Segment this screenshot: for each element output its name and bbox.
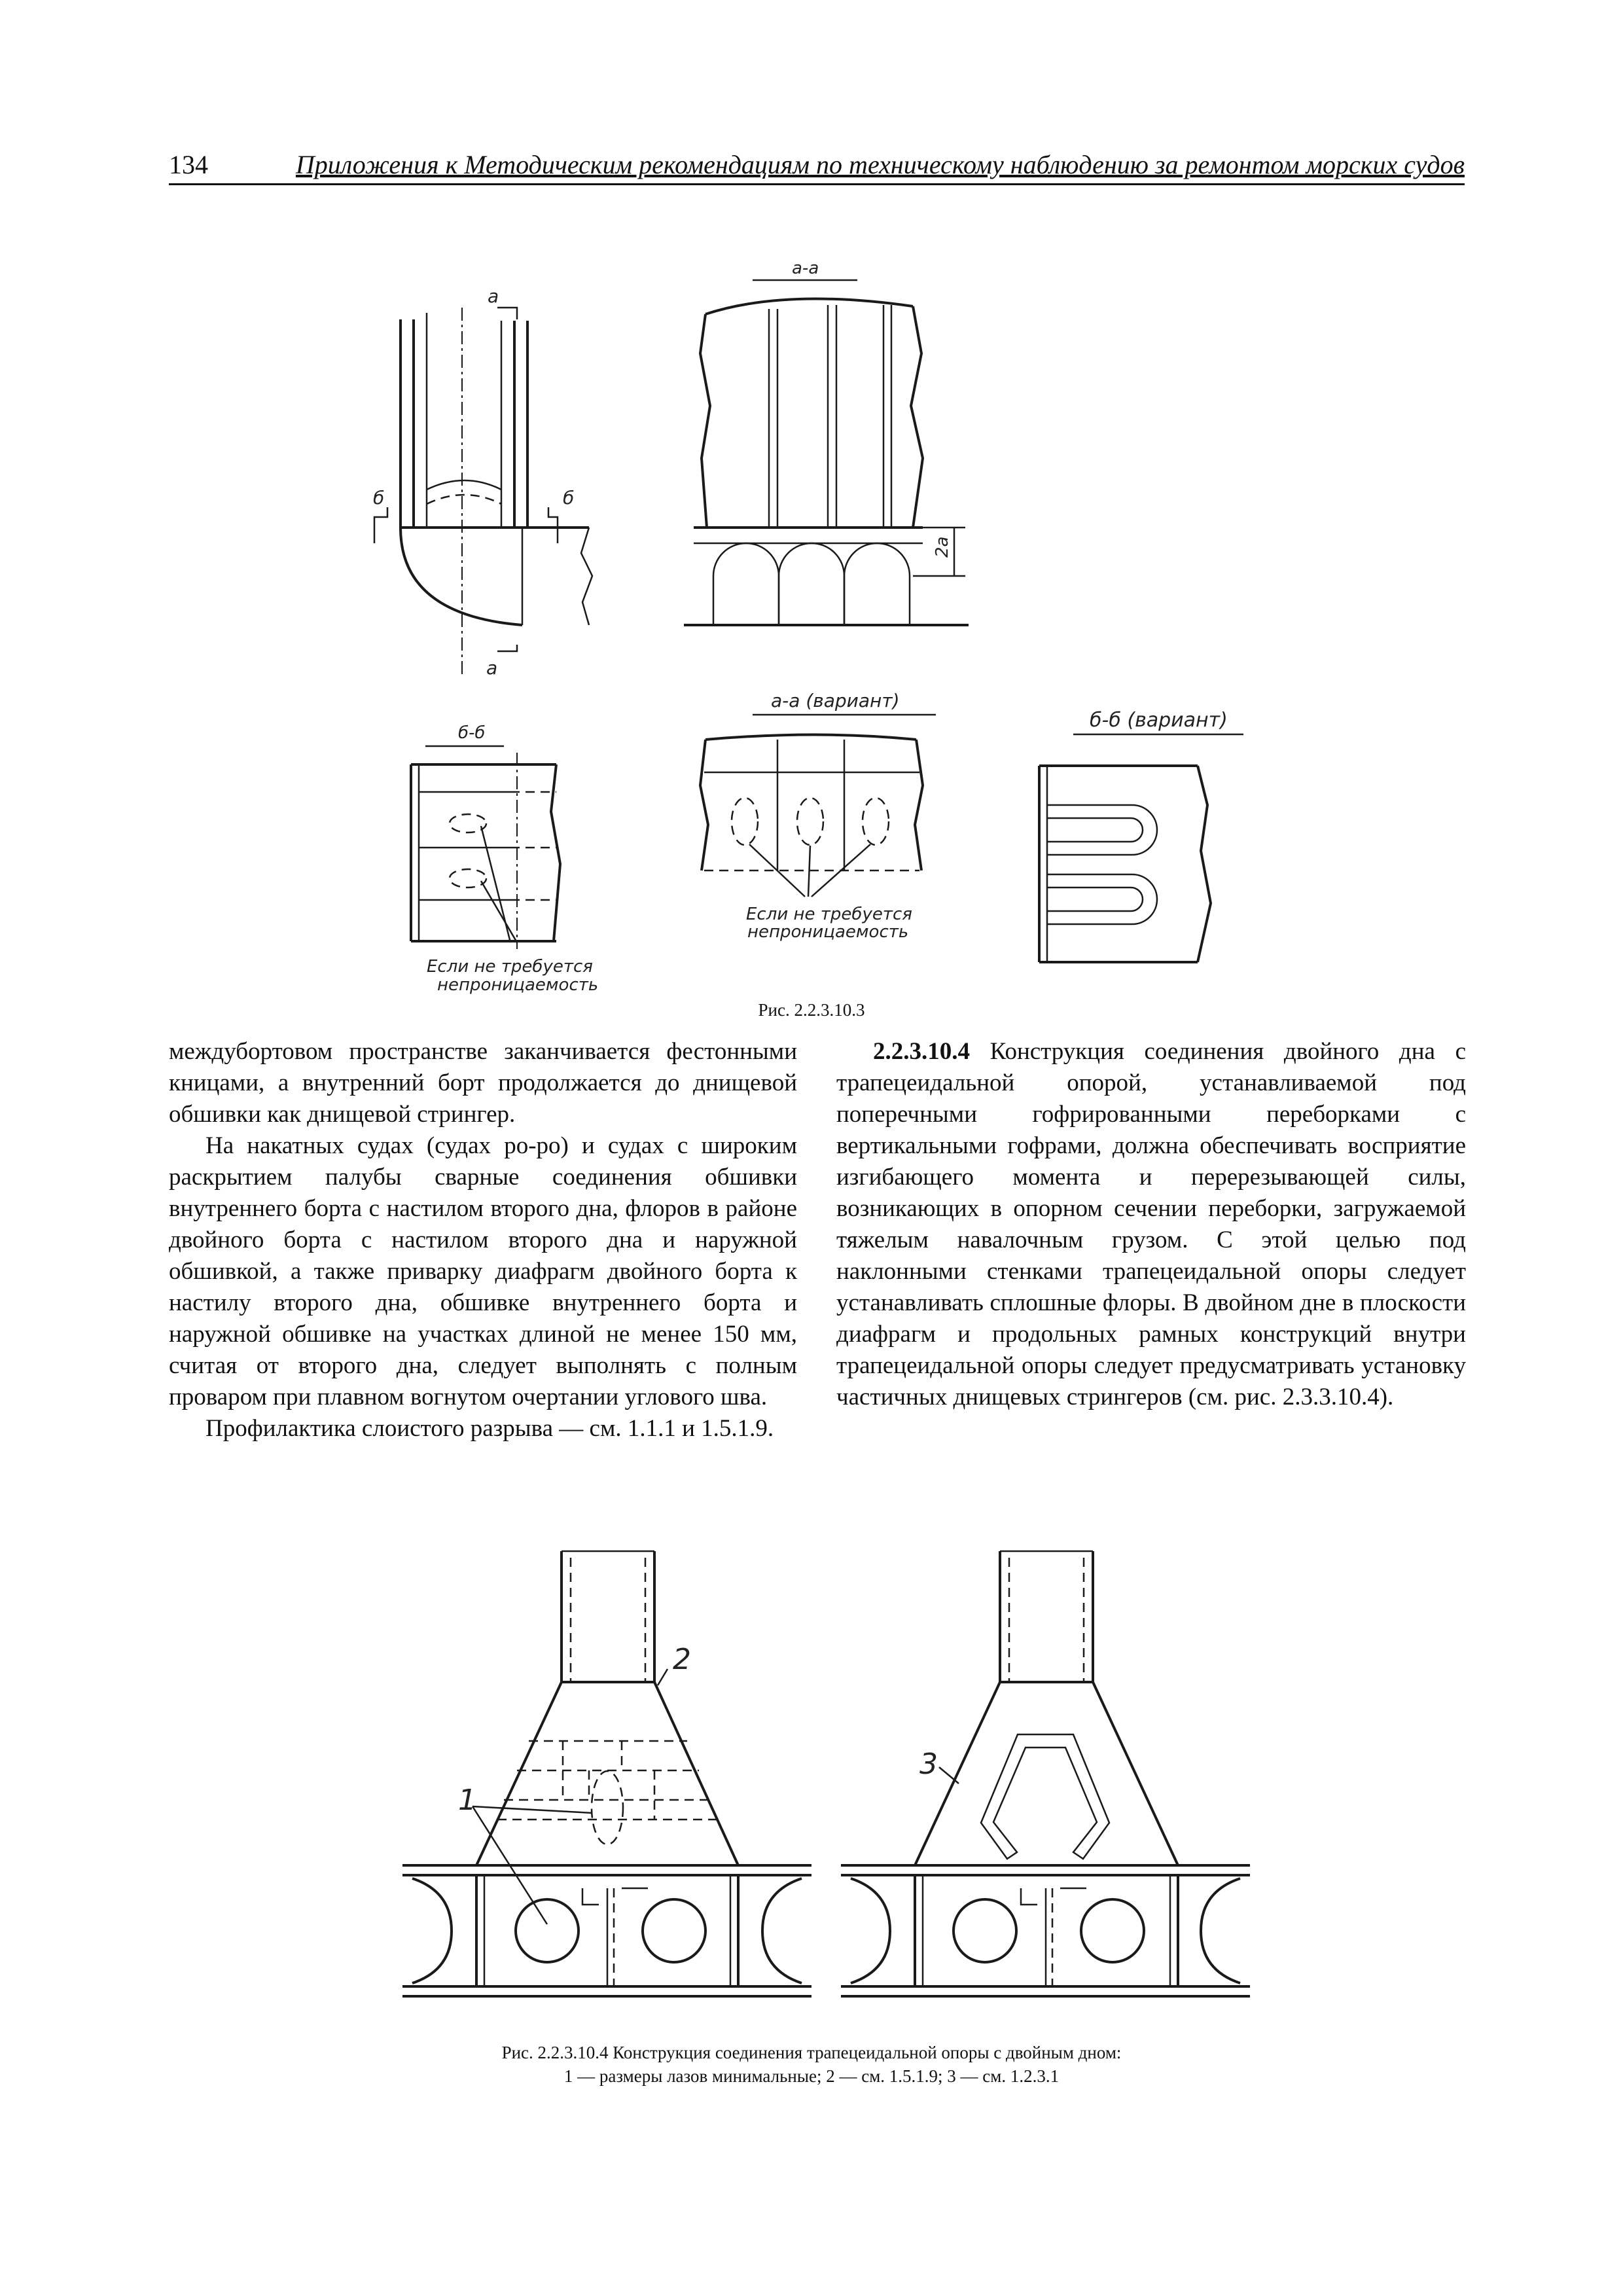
label-b-right: б (563, 487, 575, 509)
section-bb-variant-drawing (1039, 709, 1243, 962)
left-trapezoid-support (402, 1551, 812, 1996)
figure-2-caption (288, 2041, 1335, 2088)
right-paragraph-1: 2.2.3.10.4 Конструкция соединения двойного дна с трапецеидальной опорой, устанавливаемой под поперечными гофрированными переборками с вертикальными гофрами, должна обеспечивать восприятие изгибающего момента и перерезывающей силы, возникающих в опорном сечении переборки, загружаемой тяжелым навалочным грузом. С этой целью под наклонными стенками трапецеидальной опоры следует устанавливать сплошные флоры. В двойном дне в плоскости диафрагм и продольных рамных конструкций внутри трапецеидальной опоры следует предусматривать установку частичных днищевых стрингеров (см. рис. 2.3.3.10.4). (836, 1038, 1466, 1410)
label-b-left: б (373, 487, 385, 509)
label-section-bb: б-б (458, 723, 486, 743)
label-section-aa: а-а (792, 259, 819, 278)
left-column (169, 1036, 797, 1444)
label-section-bb-variant: б-б (вариант) (1090, 709, 1228, 732)
figure-2-caption-line-2: 1 — размеры лазов минимальные; 2 — см. 1.5.1.9; 3 — см. 1.2.3.1 (563, 2066, 1060, 2086)
section-aa-drawing (684, 259, 969, 625)
left-paragraph-1: междубортовом пространстве заканчивается фестонными кницами, а внутренний борт продолжается до днищевой обшивки как днищевой стрингер. (169, 1038, 797, 1128)
figure-1-caption: Рис. 2.2.3.10.3 (758, 1000, 865, 1020)
right-trapezoid-support (841, 1551, 1250, 1996)
right-column (836, 1036, 1466, 1413)
callout-2: 2 (673, 1643, 691, 1676)
left-paragraph-2: На накатных судах (судах ро-ро) и судах с широким раскрытием палубы сварные соединения обшивки внутреннего борта с настилом второго дна, флоров в районе двойного борта с настилом второго дна и наружной обшивкой, а также приварку диафрагм двойного борта к настилу второго дна, обшивке внутреннего борта и наружной обшивке на участках длиной не менее 150 мм, считая от второго дна, следует выполнять с полным проваром при плавном вогнутом очертании углового шва. (169, 1132, 797, 1410)
note-left-line-1: Если не требуется (427, 957, 593, 977)
note-mid-line-2: непроницаемость (747, 922, 909, 942)
label-dim-2a: 2а (933, 536, 952, 558)
callout-1: 1 (458, 1784, 476, 1817)
callout-3: 3 (919, 1748, 938, 1781)
left-paragraph-3: Профилактика слоистого разрыва — см. 1.1.1 и 1.5.1.9. (205, 1415, 774, 1442)
figure-2-2-3-10-3 (0, 0, 1623, 1021)
figure-2-2-3-10-4 (0, 1532, 1623, 2042)
section-aa-variant-drawing (700, 690, 936, 942)
figure-2-caption-line-1: Рис. 2.2.3.10.4 Конструкция соединения трапецеидальной опоры с двойным дном: (501, 2043, 1122, 2062)
label-a-bottom: а (486, 657, 498, 679)
section-number: 2.2.3.10.4 (873, 1038, 970, 1065)
page-number: 134 (169, 150, 208, 179)
note-mid-line-1: Если не требуется (746, 905, 912, 924)
running-title: Приложения к Методическим рекомендациям по техническому наблюдению за ремонтом морских судов (295, 150, 1465, 179)
side-view-drawing (373, 285, 592, 679)
note-left-line-2: непроницаемость (437, 975, 599, 995)
label-a-top: а (488, 285, 499, 307)
section-bb-drawing (411, 723, 598, 995)
label-section-aa-variant: а-а (вариант) (771, 690, 900, 711)
